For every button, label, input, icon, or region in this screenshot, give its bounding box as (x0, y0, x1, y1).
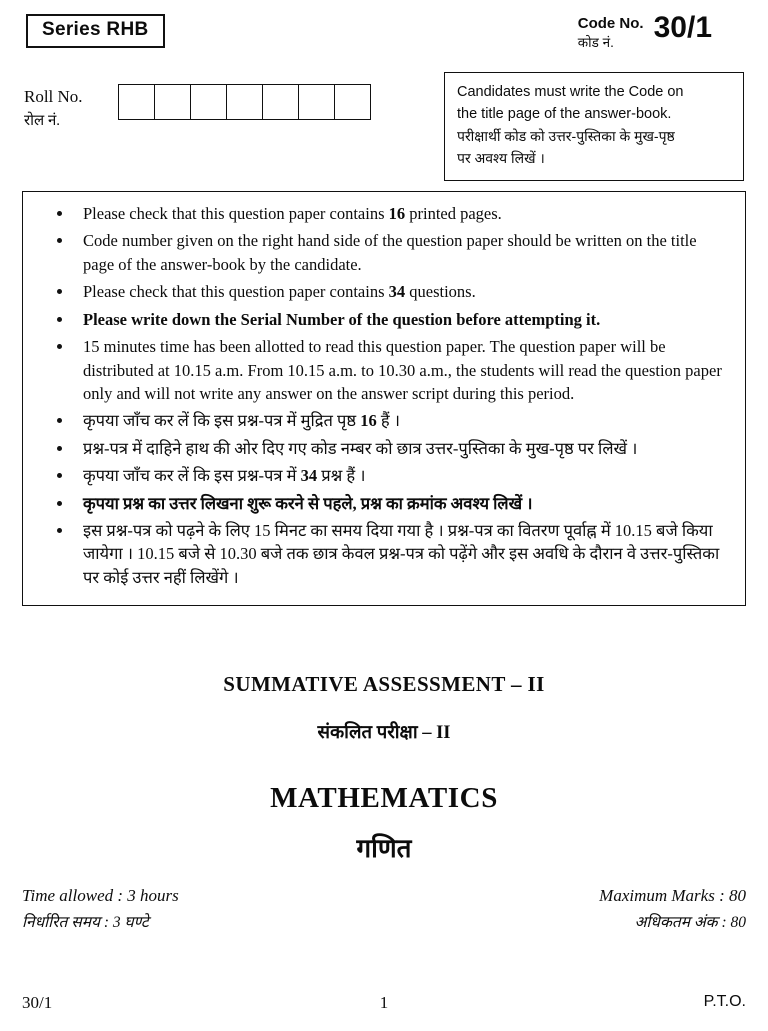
instruction-text: कृपया जाँच कर लें कि इस प्रश्न-पत्र में (83, 466, 301, 486)
instruction-text: Code number given on the right hand side of the question paper should be written on the title page of the answer-book by the candidate. (83, 231, 697, 274)
instruction-text: Please check that this question paper contains (83, 204, 389, 223)
instruction-item (39, 280, 729, 303)
time-allowed (22, 883, 179, 936)
subject-title-hindi: गणित (356, 834, 412, 863)
roll-number-cell[interactable] (299, 85, 335, 119)
instruction-item (39, 437, 729, 460)
instruction-text: questions. (405, 282, 476, 302)
time-allowed-english: Time allowed : 3 hours (22, 886, 179, 905)
time-allowed-hindi: निर्धारित समय : 3 घण्टे (22, 914, 149, 932)
maximum-marks-hindi: अधिकतम अंक : 80 (634, 914, 746, 932)
instruction-text: 16 (388, 204, 406, 223)
instruction-text: हैं । (376, 411, 400, 431)
candidates-note-line4: पर अवश्य लिखें । (457, 150, 545, 167)
instruction-text: 16 (360, 411, 377, 431)
instruction-item (39, 464, 729, 487)
instruction-text: 34 (300, 466, 318, 486)
candidates-note-line2: the title page of the answer-book. (457, 106, 672, 123)
instruction-item (39, 308, 729, 331)
footer-code: 30/1 (22, 993, 53, 1012)
code-number-value: 30/1 (653, 11, 712, 44)
titles-block (0, 672, 768, 865)
instruction-text: इस प्रश्न-पत्र को पढ़ने के लिए 15 मिनट का समय दिया गया है । प्रश्न-पत्र का वितरण पूर्वाह्न में 10.15 बजे किया जायेगा । 10.15 बजे से 10.30 बजे तक छात्र केवल प्रश्न-पत्र को पढ़ेंगे और इस अवधि के दौरान वे उत्तर-पुस्तिका पर कोई उत्तर नहीं लिखेंगे । (83, 521, 720, 587)
assessment-title-hindi: संकलित परीक्षा – II (317, 723, 451, 743)
roll-number-cell[interactable] (263, 85, 299, 119)
roll-number-cell[interactable] (191, 85, 227, 119)
instruction-item (39, 409, 729, 432)
candidates-note-box (444, 72, 744, 181)
instruction-text: कृपया प्रश्न का उत्तर लिखना शुरू करने से पहले, प्रश्न का क्रमांक अवश्य लिखें । (83, 493, 533, 513)
instruction-text: Please write down the Serial Number of the question before attempting it. (83, 309, 601, 329)
code-label-hindi: कोड नं. (577, 34, 614, 50)
instruction-item (39, 492, 729, 515)
instruction-text: कृपया जाँच कर लें कि इस प्रश्न-पत्र में मुद्रित पृष्ठ (83, 411, 361, 431)
instruction-text: Please check that this question paper contains (83, 282, 389, 302)
instruction-text: printed pages. (405, 204, 502, 223)
candidates-note-line3: परीक्षार्थी कोड को उत्तर-पुस्तिका के मुख-पृष्ठ (457, 127, 675, 144)
code-label-english: Code No. (577, 15, 644, 32)
roll-label-english: Roll No. (24, 87, 83, 106)
instruction-text: 15 minutes time has been allotted to read this question paper. The question paper will be distributed at 10.15 a.m. From 10.15 a.m. to 10.30 a.m., the students will read the question paper only and will not write any answer on the answer script during this period. (83, 337, 722, 403)
instruction-item (39, 335, 729, 405)
maximum-marks-english: Maximum Marks : 80 (599, 886, 746, 905)
subject-title-english: MATHEMATICS (270, 782, 498, 814)
instruction-item (39, 229, 729, 276)
assessment-title-english: SUMMATIVE ASSESSMENT – II (223, 672, 545, 696)
instruction-item (39, 202, 729, 225)
code-number-group (578, 12, 712, 53)
instruction-text: प्रश्न हैं । (317, 466, 366, 486)
page-number: 1 (379, 993, 389, 1012)
instructions-box (22, 191, 746, 606)
roll-number-input-boxes[interactable] (118, 84, 371, 120)
footer-pto: P.T.O. (703, 993, 746, 1010)
series-box: Series RHB (26, 14, 165, 48)
roll-number-label (24, 86, 83, 132)
instruction-text: 34 (388, 282, 406, 302)
instruction-item (39, 519, 729, 589)
instructions-list (39, 202, 729, 589)
instruction-text: प्रश्न-पत्र में दाहिने हाथ की ओर दिए गए कोड नम्बर को छात्र उत्तर-पुस्तिका के मुख-पृष्ठ पर लिखें । (83, 438, 638, 458)
roll-number-cell[interactable] (155, 85, 191, 119)
page-footer (22, 993, 746, 1017)
roll-number-cell[interactable] (119, 85, 155, 119)
roll-number-cell[interactable] (227, 85, 263, 119)
candidates-note-line1: Candidates must write the Code on (457, 84, 684, 100)
roll-label-hindi: रोल नं. (24, 112, 61, 129)
maximum-marks (599, 883, 746, 936)
roll-number-cell[interactable] (335, 85, 370, 119)
header-row (24, 11, 744, 56)
code-number-label (578, 12, 644, 53)
time-and-marks-row (22, 883, 746, 939)
